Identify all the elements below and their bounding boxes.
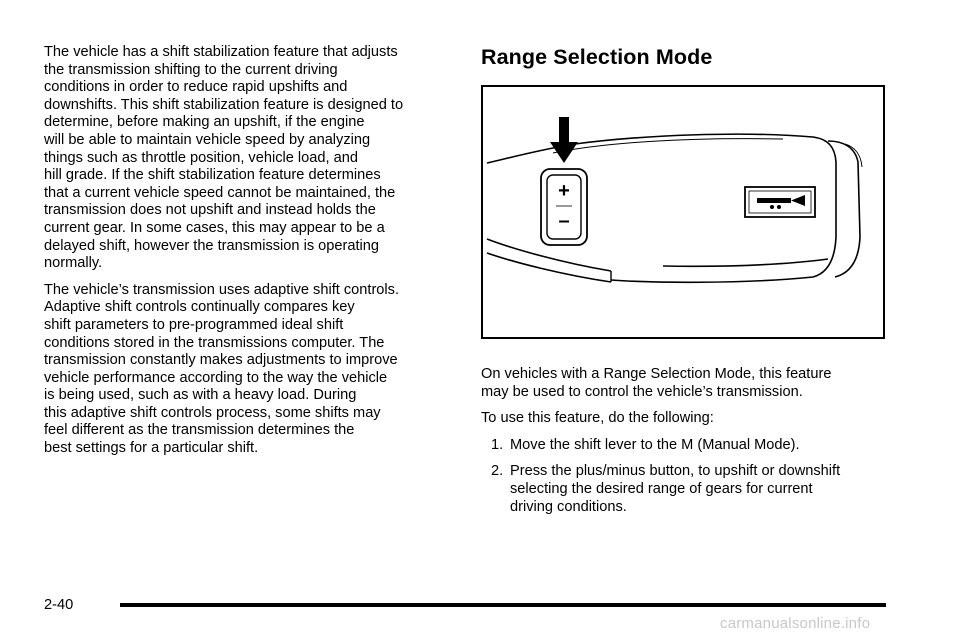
text-line: The vehicle has a shift stabilization feature that adjusts [44, 44, 398, 60]
paragraph-range-selection-intro [481, 366, 901, 401]
text-line: delayed shift, however the transmission is operating [44, 237, 380, 254]
text-line: The vehicle’s transmission uses adaptive shift controls. [44, 281, 400, 298]
text-line: may be used to control the vehicle’s transmission. [481, 383, 803, 400]
text-line: is being used, such as with a heavy load. During [44, 387, 357, 404]
list-item [481, 437, 901, 455]
page-number: 2-40 [44, 597, 74, 613]
paragraph-shift-stabilization [44, 44, 452, 273]
watermark: carmanualsonline.info [720, 615, 871, 632]
text-line: current gear. In some cases, this may appear to be a [44, 219, 385, 236]
text-line: Adaptive shift controls continually compares key [44, 299, 355, 316]
text-line: driving conditions. [510, 498, 627, 515]
step-number: 2. [491, 463, 504, 480]
text-line: Move the shift lever to the M (Manual Mode). [510, 436, 800, 453]
text-line: selecting the desired range of gears for current [510, 480, 813, 497]
tow-haul-icon [745, 187, 815, 217]
text-line: downshifts. This shift stabilization feature is designed to [44, 96, 404, 113]
steps-list [481, 437, 901, 516]
text-line: things such as throttle position, vehicle load, and [44, 149, 358, 166]
text-line: shift parameters to pre-programmed ideal shift [44, 316, 344, 333]
text-line: To use this feature, do the following: [481, 410, 714, 427]
text-line: On vehicles with a Range Selection Mode, this feature [481, 366, 832, 382]
text-line: this adaptive shift controls process, some shifts may [44, 404, 381, 421]
text-line: hill grade. If the shift stabilization feature determines [44, 167, 381, 184]
left-column [44, 44, 452, 467]
shift-lever-drawing [483, 87, 883, 337]
minus-symbol: – [558, 210, 570, 232]
text-line: will be able to maintain vehicle speed by analyzing [44, 131, 371, 148]
text-line: vehicle performance according to the way the vehicle [44, 369, 388, 386]
text-line: conditions stored in the transmissions computer. The [44, 334, 385, 351]
section-heading: Range Selection Mode [481, 45, 713, 69]
list-item [481, 463, 901, 516]
text-line: the transmission shifting to the current driving [44, 61, 338, 78]
text-line: conditions in order to reduce rapid upshifts and [44, 79, 348, 96]
text-line: normally. [44, 255, 103, 272]
text-line: determine, before making an upshift, if the engine [44, 114, 365, 131]
text-line: that a current vehicle speed cannot be maintained, the [44, 184, 396, 201]
text-line: best settings for a particular shift. [44, 440, 259, 457]
footer-rule [120, 603, 886, 607]
text-line: transmission constantly makes adjustments to improve [44, 352, 398, 369]
shift-lever-illustration [481, 85, 885, 339]
arrow-down-icon [550, 117, 578, 163]
paragraph-adaptive-shift [44, 282, 452, 458]
plus-symbol: + [558, 180, 570, 202]
step-number: 1. [491, 436, 504, 453]
text-line: feel different as the transmission determines the [44, 422, 355, 439]
text-line: Press the plus/minus button, to upshift or downshift [510, 463, 841, 480]
right-column-text [481, 366, 901, 525]
paragraph-instructions-lead [481, 410, 901, 428]
text-line: transmission does not upshift and instead holds the [44, 202, 376, 219]
